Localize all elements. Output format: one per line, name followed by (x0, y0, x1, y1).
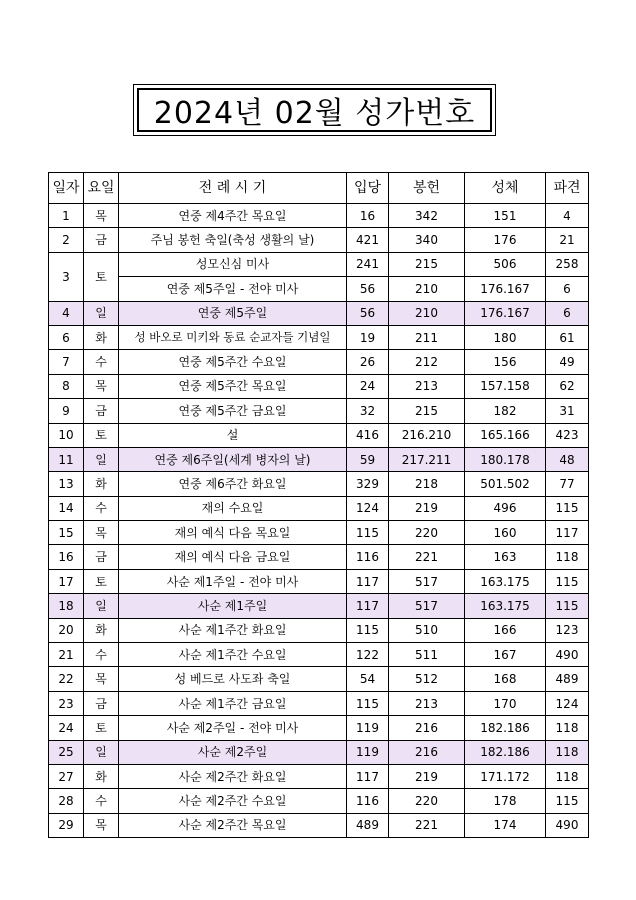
cell-entrance: 16 (347, 204, 389, 228)
cell-offertory: 219 (389, 764, 465, 788)
table-row (49, 716, 589, 740)
cell-entrance: 119 (347, 716, 389, 740)
cell-weekday: 일 (84, 301, 119, 325)
cell-entrance: 116 (347, 545, 389, 569)
cell-entrance: 117 (347, 594, 389, 618)
table-row (49, 277, 589, 301)
cell-weekday: 토 (84, 423, 119, 447)
cell-communion: 171.172 (465, 764, 546, 788)
cell-liturgy: 재의 예식 다음 목요일 (119, 521, 347, 545)
cell-recessional: 118 (546, 764, 589, 788)
cell-offertory: 512 (389, 667, 465, 691)
cell-recessional: 4 (546, 204, 589, 228)
cell-liturgy: 사순 제1주일 (119, 594, 347, 618)
cell-entrance: 124 (347, 496, 389, 520)
cell-communion: 501.502 (465, 472, 546, 496)
cell-day: 13 (49, 472, 84, 496)
cell-recessional: 49 (546, 350, 589, 374)
cell-entrance: 59 (347, 447, 389, 471)
cell-entrance: 115 (347, 521, 389, 545)
cell-liturgy: 연중 제5주일 - 전야 미사 (119, 277, 347, 301)
cell-weekday: 토 (84, 252, 119, 301)
cell-entrance: 119 (347, 740, 389, 764)
cell-entrance: 115 (347, 691, 389, 715)
cell-liturgy: 사순 제2주일 - 전야 미사 (119, 716, 347, 740)
cell-communion: 163.175 (465, 594, 546, 618)
cell-entrance: 32 (347, 399, 389, 423)
cell-offertory: 213 (389, 691, 465, 715)
cell-entrance: 26 (347, 350, 389, 374)
cell-day: 3 (49, 252, 84, 301)
cell-day: 24 (49, 716, 84, 740)
cell-communion: 160 (465, 521, 546, 545)
cell-offertory: 213 (389, 374, 465, 398)
cell-offertory: 211 (389, 325, 465, 349)
cell-day: 2 (49, 228, 84, 252)
table-row (49, 204, 589, 228)
table-row (49, 521, 589, 545)
cell-liturgy: 사순 제1주일 - 전야 미사 (119, 569, 347, 593)
cell-recessional: 62 (546, 374, 589, 398)
cell-liturgy: 연중 제5주간 목요일 (119, 374, 347, 398)
cell-recessional: 118 (546, 545, 589, 569)
cell-weekday: 금 (84, 228, 119, 252)
header-day: 일자 (49, 173, 84, 204)
table-row (49, 228, 589, 252)
cell-liturgy: 사순 제1주간 화요일 (119, 618, 347, 642)
table-row (49, 618, 589, 642)
cell-day: 22 (49, 667, 84, 691)
cell-communion: 182 (465, 399, 546, 423)
cell-offertory: 210 (389, 301, 465, 325)
cell-liturgy: 연중 제6주간 화요일 (119, 472, 347, 496)
cell-liturgy: 사순 제2주간 목요일 (119, 813, 347, 837)
cell-recessional: 48 (546, 447, 589, 471)
cell-weekday: 목 (84, 204, 119, 228)
cell-day: 18 (49, 594, 84, 618)
table-row (49, 594, 589, 618)
cell-offertory: 517 (389, 594, 465, 618)
cell-offertory: 221 (389, 545, 465, 569)
table-row (49, 423, 589, 447)
cell-recessional: 115 (546, 496, 589, 520)
cell-entrance: 489 (347, 813, 389, 837)
cell-recessional: 118 (546, 740, 589, 764)
cell-recessional: 31 (546, 399, 589, 423)
cell-offertory: 340 (389, 228, 465, 252)
cell-weekday: 목 (84, 374, 119, 398)
cell-offertory: 219 (389, 496, 465, 520)
cell-day: 28 (49, 789, 84, 813)
cell-day: 6 (49, 325, 84, 349)
cell-entrance: 241 (347, 252, 389, 276)
cell-recessional: 423 (546, 423, 589, 447)
cell-weekday: 화 (84, 618, 119, 642)
cell-day: 25 (49, 740, 84, 764)
cell-weekday: 일 (84, 740, 119, 764)
header-communion: 성체 (465, 173, 546, 204)
cell-weekday: 토 (84, 716, 119, 740)
cell-communion: 182.186 (465, 740, 546, 764)
cell-offertory: 216 (389, 716, 465, 740)
cell-weekday: 수 (84, 789, 119, 813)
table-row (49, 691, 589, 715)
cell-weekday: 일 (84, 594, 119, 618)
cell-weekday: 화 (84, 325, 119, 349)
table-row (49, 740, 589, 764)
table-row (49, 569, 589, 593)
cell-liturgy: 연중 제5주간 금요일 (119, 399, 347, 423)
header-entrance: 입당 (347, 173, 389, 204)
cell-weekday: 금 (84, 691, 119, 715)
cell-liturgy: 재의 수요일 (119, 496, 347, 520)
cell-communion: 496 (465, 496, 546, 520)
cell-entrance: 56 (347, 301, 389, 325)
cell-communion: 151 (465, 204, 546, 228)
cell-day: 27 (49, 764, 84, 788)
cell-weekday: 금 (84, 545, 119, 569)
cell-day: 21 (49, 643, 84, 667)
cell-offertory: 215 (389, 399, 465, 423)
cell-day: 10 (49, 423, 84, 447)
cell-offertory: 342 (389, 204, 465, 228)
cell-entrance: 19 (347, 325, 389, 349)
cell-weekday: 토 (84, 569, 119, 593)
cell-recessional: 115 (546, 594, 589, 618)
cell-day: 8 (49, 374, 84, 398)
table-row (49, 789, 589, 813)
cell-entrance: 24 (347, 374, 389, 398)
table-body (49, 204, 589, 838)
cell-weekday: 일 (84, 447, 119, 471)
cell-recessional: 6 (546, 301, 589, 325)
table-row (49, 764, 589, 788)
cell-day: 14 (49, 496, 84, 520)
cell-recessional: 61 (546, 325, 589, 349)
cell-entrance: 117 (347, 569, 389, 593)
cell-communion: 174 (465, 813, 546, 837)
cell-entrance: 116 (347, 789, 389, 813)
cell-offertory: 221 (389, 813, 465, 837)
table-row (49, 472, 589, 496)
cell-offertory: 220 (389, 521, 465, 545)
cell-recessional: 6 (546, 277, 589, 301)
cell-entrance: 122 (347, 643, 389, 667)
table-row (49, 374, 589, 398)
cell-offertory: 510 (389, 618, 465, 642)
cell-communion: 176 (465, 228, 546, 252)
table-row (49, 496, 589, 520)
cell-offertory: 210 (389, 277, 465, 301)
cell-recessional: 490 (546, 813, 589, 837)
cell-day: 16 (49, 545, 84, 569)
cell-offertory: 220 (389, 789, 465, 813)
cell-day: 1 (49, 204, 84, 228)
cell-entrance: 416 (347, 423, 389, 447)
cell-entrance: 115 (347, 618, 389, 642)
cell-liturgy: 성모신심 미사 (119, 252, 347, 276)
cell-recessional: 123 (546, 618, 589, 642)
header-liturgy: 전 례 시 기 (119, 173, 347, 204)
cell-communion: 157.158 (465, 374, 546, 398)
cell-liturgy: 설 (119, 423, 347, 447)
cell-recessional: 115 (546, 569, 589, 593)
cell-communion: 182.186 (465, 716, 546, 740)
header-row (49, 173, 589, 204)
cell-liturgy: 사순 제2주간 수요일 (119, 789, 347, 813)
table-row (49, 643, 589, 667)
cell-recessional: 124 (546, 691, 589, 715)
hymn-table (48, 172, 589, 838)
cell-entrance: 421 (347, 228, 389, 252)
cell-liturgy: 재의 예식 다음 금요일 (119, 545, 347, 569)
title-frame (133, 84, 496, 136)
cell-day: 7 (49, 350, 84, 374)
table-row (49, 350, 589, 374)
cell-liturgy: 사순 제1주간 금요일 (119, 691, 347, 715)
cell-liturgy: 연중 제6주일(세계 병자의 날) (119, 447, 347, 471)
cell-liturgy: 성 베드로 사도좌 축일 (119, 667, 347, 691)
cell-liturgy: 연중 제5주일 (119, 301, 347, 325)
cell-day: 4 (49, 301, 84, 325)
header-recessional: 파견 (546, 173, 589, 204)
cell-day: 23 (49, 691, 84, 715)
cell-recessional: 117 (546, 521, 589, 545)
cell-offertory: 216 (389, 740, 465, 764)
table-row (49, 301, 589, 325)
cell-weekday: 화 (84, 472, 119, 496)
table-row (49, 447, 589, 471)
cell-liturgy: 연중 제5주간 수요일 (119, 350, 347, 374)
cell-entrance: 329 (347, 472, 389, 496)
cell-communion: 180.178 (465, 447, 546, 471)
cell-day: 9 (49, 399, 84, 423)
table-row (49, 252, 589, 276)
cell-recessional: 118 (546, 716, 589, 740)
cell-weekday: 목 (84, 667, 119, 691)
cell-day: 15 (49, 521, 84, 545)
cell-weekday: 수 (84, 496, 119, 520)
cell-entrance: 54 (347, 667, 389, 691)
cell-communion: 165.166 (465, 423, 546, 447)
cell-communion: 180 (465, 325, 546, 349)
cell-weekday: 목 (84, 813, 119, 837)
cell-communion: 166 (465, 618, 546, 642)
table-row (49, 813, 589, 837)
cell-offertory: 217.211 (389, 447, 465, 471)
cell-liturgy: 사순 제2주간 화요일 (119, 764, 347, 788)
cell-recessional: 77 (546, 472, 589, 496)
cell-communion: 176.167 (465, 301, 546, 325)
cell-communion: 178 (465, 789, 546, 813)
cell-offertory: 517 (389, 569, 465, 593)
cell-liturgy: 사순 제2주일 (119, 740, 347, 764)
cell-offertory: 212 (389, 350, 465, 374)
cell-day: 20 (49, 618, 84, 642)
cell-weekday: 금 (84, 399, 119, 423)
cell-communion: 156 (465, 350, 546, 374)
cell-communion: 168 (465, 667, 546, 691)
cell-entrance: 56 (347, 277, 389, 301)
cell-recessional: 258 (546, 252, 589, 276)
cell-communion: 170 (465, 691, 546, 715)
table-row (49, 667, 589, 691)
page-title: 2024년 02월 성가번호 (137, 88, 492, 132)
cell-recessional: 489 (546, 667, 589, 691)
cell-liturgy: 사순 제1주간 수요일 (119, 643, 347, 667)
cell-offertory: 216.210 (389, 423, 465, 447)
cell-weekday: 수 (84, 643, 119, 667)
cell-liturgy: 성 바오로 미키와 동료 순교자들 기념일 (119, 325, 347, 349)
header-weekday: 요일 (84, 173, 119, 204)
header-offertory: 봉헌 (389, 173, 465, 204)
cell-recessional: 115 (546, 789, 589, 813)
cell-day: 29 (49, 813, 84, 837)
cell-communion: 506 (465, 252, 546, 276)
cell-recessional: 21 (546, 228, 589, 252)
cell-offertory: 511 (389, 643, 465, 667)
cell-communion: 167 (465, 643, 546, 667)
cell-liturgy: 주님 봉헌 축일(축성 생활의 날) (119, 228, 347, 252)
cell-day: 11 (49, 447, 84, 471)
cell-weekday: 화 (84, 764, 119, 788)
cell-recessional: 490 (546, 643, 589, 667)
cell-communion: 176.167 (465, 277, 546, 301)
cell-liturgy: 연중 제4주간 목요일 (119, 204, 347, 228)
cell-communion: 163 (465, 545, 546, 569)
cell-day: 17 (49, 569, 84, 593)
table-row (49, 399, 589, 423)
cell-communion: 163.175 (465, 569, 546, 593)
cell-weekday: 목 (84, 521, 119, 545)
cell-offertory: 215 (389, 252, 465, 276)
cell-offertory: 218 (389, 472, 465, 496)
table-row (49, 545, 589, 569)
table-row (49, 325, 589, 349)
cell-entrance: 117 (347, 764, 389, 788)
cell-weekday: 수 (84, 350, 119, 374)
